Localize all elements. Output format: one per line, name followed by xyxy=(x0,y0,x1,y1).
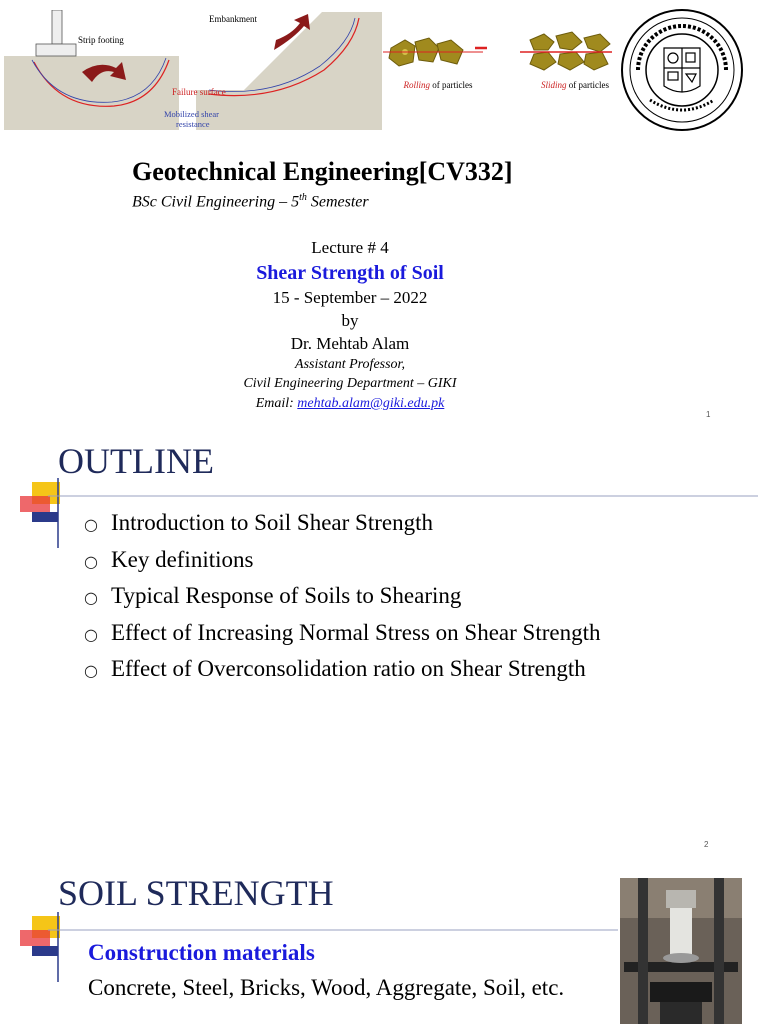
list-item: ○ Effect of Increasing Normal Stress on Shear Strength xyxy=(84,618,600,655)
author-name: Dr. Mehtab Alam xyxy=(290,334,410,353)
triaxial-test-photo xyxy=(620,878,742,1024)
bullet-circle-icon: ○ xyxy=(84,624,98,644)
list-item: ○ Typical Response of Soils to Shearing xyxy=(84,581,600,618)
title-slide xyxy=(0,0,768,428)
soil-failure-diagram xyxy=(4,10,382,130)
materials-text: Concrete, Steel, Bricks, Wood, Aggregate, Soil, etc. xyxy=(88,975,565,1000)
outline-list xyxy=(84,508,600,691)
sliding-caption: Sliding of particles xyxy=(541,80,609,90)
bullet-circle-icon: ○ xyxy=(84,515,98,534)
embankment-label: Embankment xyxy=(209,14,257,24)
by-label: by xyxy=(341,311,359,330)
soil-strength-heading: SOIL STRENGTH xyxy=(58,873,334,913)
rolling-caption: Rolling of particles xyxy=(403,80,473,90)
soil-strength-slide xyxy=(0,858,768,1024)
author-email-line: Email: mehtab.alam@giki.edu.pk xyxy=(255,396,445,411)
mobilized-label-1: Mobilized shear xyxy=(164,109,219,119)
author-role: Assistant Professor, xyxy=(295,357,405,372)
mobilized-label-2: resistance xyxy=(176,119,210,129)
course-title: Geotechnical Engineering[CV332] xyxy=(132,157,513,186)
lecture-date: 15 - September – 2022 xyxy=(272,288,428,307)
institute-seal-logo xyxy=(620,8,744,132)
page-number: 1 xyxy=(706,410,711,419)
page-number: 2 xyxy=(704,840,709,849)
outline-heading: OUTLINE xyxy=(58,441,214,481)
list-item: ○ Key definitions xyxy=(84,545,600,582)
bullet-circle-icon: ○ xyxy=(84,551,98,571)
lecture-number: Lecture # 4 xyxy=(311,238,389,257)
construction-materials-heading: Construction materials xyxy=(88,940,315,965)
strip-footing-label: Strip footing xyxy=(78,35,124,45)
email-link[interactable]: mehtab.alam@giki.edu.pk xyxy=(297,396,445,411)
outline-slide xyxy=(0,428,768,858)
bullet-circle-icon: ○ xyxy=(84,588,98,607)
course-subtitle: BSc Civil Engineering – 5th Semester xyxy=(132,192,369,211)
lecture-topic: Shear Strength of Soil xyxy=(256,262,444,284)
author-department: Civil Engineering Department – GIKI xyxy=(243,376,457,391)
bullet-circle-icon: ○ xyxy=(84,661,98,680)
failure-surface-label: Failure surface xyxy=(172,87,226,97)
list-item: ○ Effect of Overconsolidation ratio on Shear Strength xyxy=(84,654,600,691)
list-item: ○ Introduction to Soil Shear Strength xyxy=(84,508,600,545)
